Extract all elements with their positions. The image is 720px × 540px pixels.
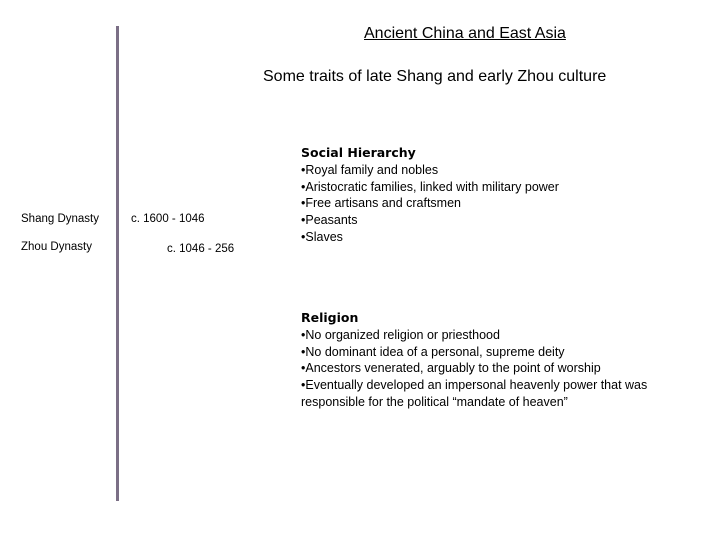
list-item: •Royal family and nobles bbox=[301, 162, 439, 177]
dynasty-label-shang: Shang Dynasty bbox=[21, 213, 99, 225]
religion-section bbox=[301, 310, 671, 411]
list-item: •No organized religion or priesthood bbox=[301, 327, 500, 342]
list-item: •Ancestors venerated, arguably to the point of worship bbox=[301, 361, 601, 376]
list-item: •Free artisans and craftsmen bbox=[301, 196, 461, 211]
list-item: •Eventually developed an impersonal heavenly power that was responsible for the political “mandate of heaven” bbox=[301, 378, 648, 409]
page-subtitle: Some traits of late Shang and early Zhou culture bbox=[263, 68, 607, 85]
list-item: •Slaves bbox=[301, 229, 343, 244]
dynasty-dates-shang: c. 1600 - 1046 bbox=[131, 213, 205, 225]
page-title: Ancient China and East Asia bbox=[364, 25, 566, 42]
social-hierarchy-section bbox=[301, 145, 661, 246]
dynasty-dates-zhou: c. 1046 - 256 bbox=[167, 243, 235, 255]
social-hierarchy-heading: Social Hierarchy bbox=[301, 145, 416, 160]
list-item: •No dominant idea of a personal, supreme deity bbox=[301, 344, 565, 359]
list-item: •Aristocratic families, linked with military power bbox=[301, 179, 559, 194]
dynasty-label-zhou: Zhou Dynasty bbox=[21, 241, 92, 253]
religion-heading: Religion bbox=[301, 310, 359, 325]
list-item: •Peasants bbox=[301, 213, 358, 228]
social-hierarchy-list bbox=[301, 162, 661, 246]
religion-list bbox=[301, 327, 671, 411]
timeline-bar bbox=[116, 26, 119, 501]
